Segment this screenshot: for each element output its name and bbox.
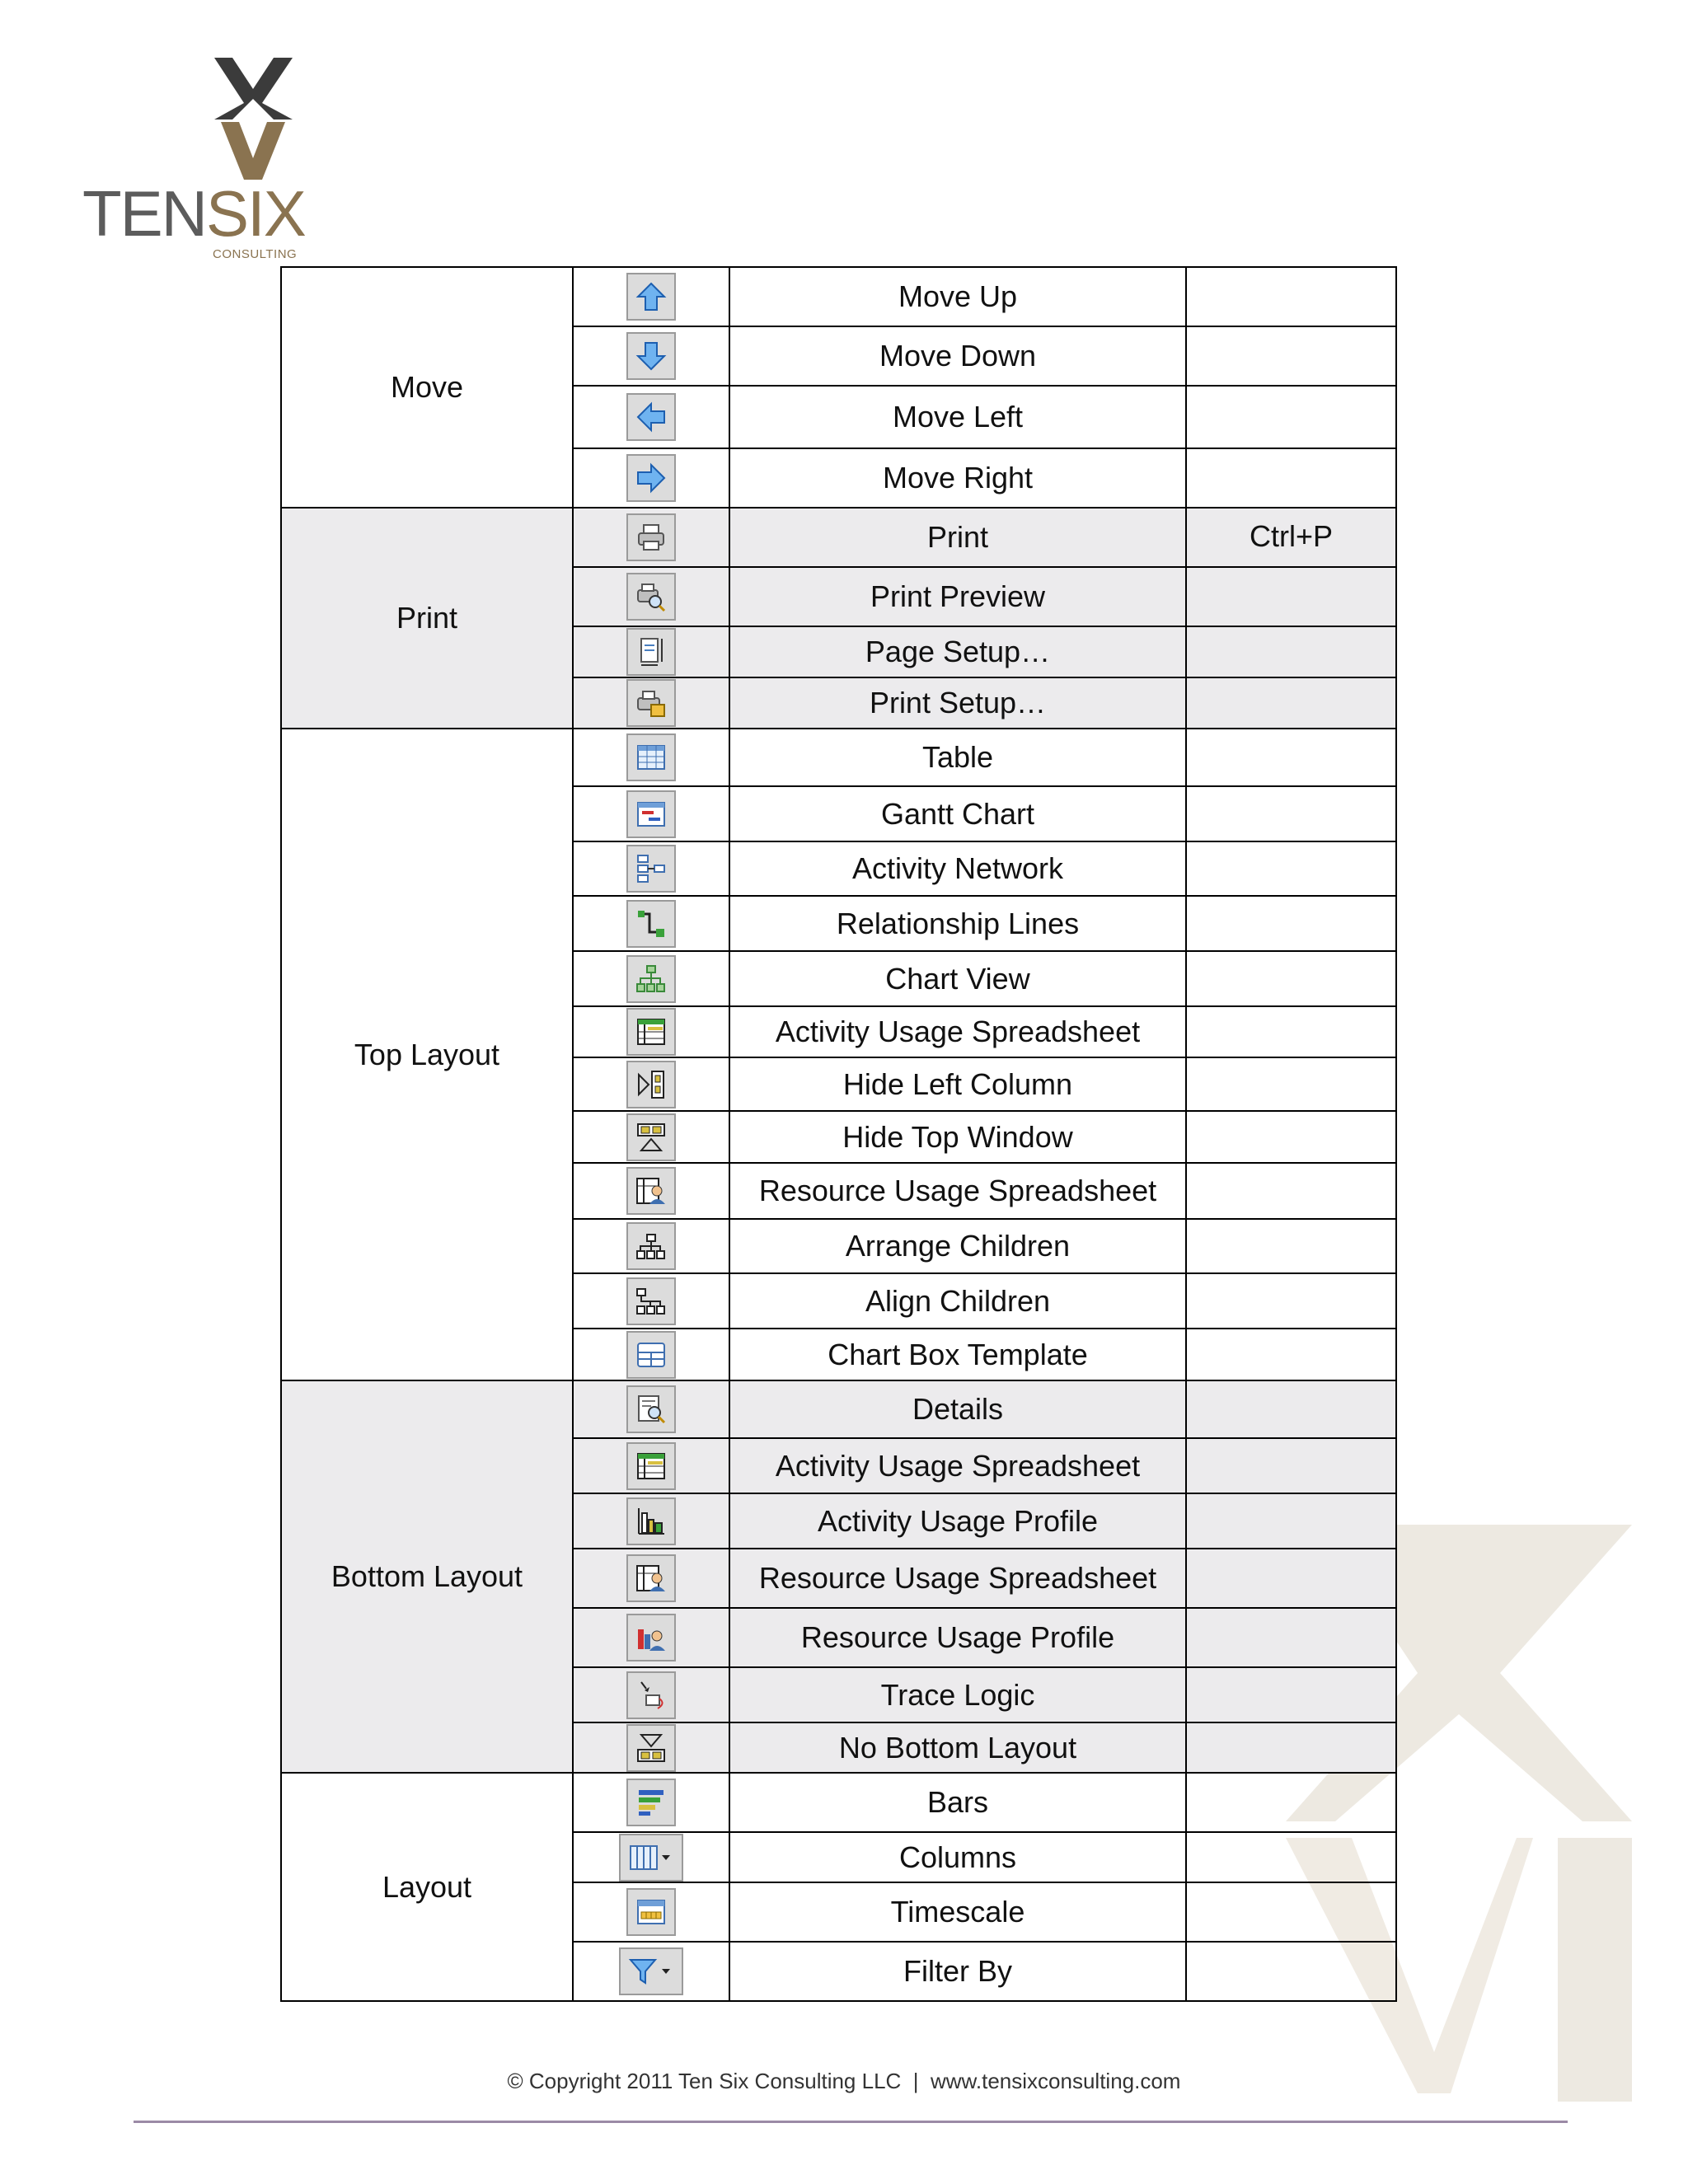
gantt-chart-icon (626, 790, 676, 838)
command-label: Resource Usage Spreadsheet (729, 1549, 1186, 1608)
chart-view-icon (626, 955, 676, 1003)
group-name-cell: Print (281, 508, 573, 729)
command-label: Columns (729, 1832, 1186, 1882)
logo-xvi-mark (214, 58, 293, 181)
shortcut-cell (1186, 1057, 1396, 1111)
command-label: Activity Usage Spreadsheet (729, 1006, 1186, 1057)
command-label: Activity Usage Spreadsheet (729, 1438, 1186, 1493)
activity-usage-profile-icon (626, 1497, 676, 1545)
shortcut-cell (1186, 1832, 1396, 1882)
icon-cell (573, 841, 729, 896)
command-label: Gantt Chart (729, 786, 1186, 841)
icon-cell (573, 1942, 729, 2001)
icon-cell (573, 1329, 729, 1380)
hide-top-window-icon (626, 1113, 676, 1161)
icon-cell (573, 786, 729, 841)
icon-cell (573, 626, 729, 677)
icon-cell (573, 1219, 729, 1273)
shortcut-key (1187, 952, 1395, 963)
shortcut-key (1187, 327, 1395, 339)
shortcut-cell (1186, 508, 1396, 567)
details-icon (626, 1385, 676, 1433)
command-label: Activity Usage Profile (729, 1493, 1186, 1549)
shortcut-key (1187, 1329, 1395, 1341)
command-label: Resource Usage Spreadsheet (729, 1163, 1186, 1219)
command-label: Relationship Lines (729, 896, 1186, 951)
group-name-cell: Move (281, 267, 573, 508)
chart-box-template-icon (626, 1331, 676, 1379)
arrange-children-icon (626, 1222, 676, 1270)
page-setup-icon (626, 628, 676, 676)
print-setup-icon (626, 679, 676, 727)
shortcut-key (1187, 1883, 1395, 1895)
tensix-logo (82, 58, 321, 264)
logo-wordmark: TENSIX (82, 177, 305, 250)
shortcut-cell (1186, 1722, 1396, 1773)
shortcut-cell (1186, 386, 1396, 448)
command-label: Hide Top Window (729, 1111, 1186, 1163)
arrow-right-icon (626, 454, 676, 502)
shortcut-key (1187, 449, 1395, 461)
command-label: Move Up (729, 267, 1186, 326)
shortcut-key (1187, 1381, 1395, 1393)
shortcut-cell (1186, 1163, 1396, 1219)
shortcut-cell (1186, 677, 1396, 729)
shortcut-key (1187, 897, 1395, 908)
icon-cell (573, 1057, 729, 1111)
shortcut-key (1187, 1943, 1395, 1954)
shortcut-key (1187, 1609, 1395, 1620)
command-label: Print Preview (729, 567, 1186, 626)
shortcut-cell (1186, 1273, 1396, 1329)
bars-icon (626, 1779, 676, 1826)
shortcut-cell (1186, 729, 1396, 786)
command-label: Move Left (729, 386, 1186, 448)
arrow-up-icon (626, 273, 676, 321)
icon-cell (573, 1273, 729, 1329)
shortcut-cell (1186, 626, 1396, 677)
resource-usage-spreadsheet-icon (626, 1554, 676, 1602)
page-footer (0, 2069, 1688, 2094)
shortcut-cell (1186, 1006, 1396, 1057)
icon-cell (573, 1549, 729, 1608)
shortcut-key (1187, 1007, 1395, 1019)
shortcut-cell (1186, 1219, 1396, 1273)
table-row (281, 729, 1396, 786)
shortcut-key (1187, 1164, 1395, 1175)
command-label: Align Children (729, 1273, 1186, 1329)
shortcut-key (1187, 568, 1395, 579)
activity-usage-spreadsheet-icon (626, 1442, 676, 1490)
icon-cell (573, 508, 729, 567)
shortcut-cell (1186, 1438, 1396, 1493)
shortcut-key (1187, 1439, 1395, 1451)
hide-left-column-icon (626, 1061, 676, 1108)
shortcut-key (1187, 1220, 1395, 1231)
columns-icon (619, 1834, 683, 1882)
group-name-cell: Layout (281, 1773, 573, 2001)
icon-cell (573, 1493, 729, 1549)
shortcut-cell (1186, 1608, 1396, 1667)
footer-rule (134, 2121, 1568, 2123)
arrow-left-icon (626, 393, 676, 441)
table-row (281, 267, 1396, 326)
command-label: No Bottom Layout (729, 1722, 1186, 1773)
shortcut-cell (1186, 1111, 1396, 1163)
command-label: Print (729, 508, 1186, 567)
shortcut-key (1187, 1774, 1395, 1785)
shortcut-key (1187, 268, 1395, 279)
shortcut-key: Ctrl+P (1249, 519, 1334, 553)
command-label: Timescale (729, 1882, 1186, 1942)
table-row (281, 508, 1396, 567)
shortcut-key (1187, 1549, 1395, 1561)
resource-usage-spreadsheet-icon (626, 1167, 676, 1215)
icon-cell (573, 1882, 729, 1942)
icon-cell (573, 1006, 729, 1057)
shortcut-cell (1186, 448, 1396, 508)
filter-icon (619, 1947, 683, 1995)
command-label: Move Right (729, 448, 1186, 508)
command-label: Trace Logic (729, 1667, 1186, 1722)
resource-usage-profile-icon (626, 1614, 676, 1661)
icon-cell (573, 386, 729, 448)
relationship-lines-icon (626, 900, 676, 948)
command-label: Filter By (729, 1942, 1186, 2001)
align-children-icon (626, 1277, 676, 1325)
timescale-icon (626, 1888, 676, 1936)
command-label: Hide Left Column (729, 1057, 1186, 1111)
command-label: Arrange Children (729, 1219, 1186, 1273)
command-label: Move Down (729, 326, 1186, 386)
group-name-cell: Top Layout (281, 729, 573, 1380)
shortcut-cell (1186, 1329, 1396, 1380)
toolbar-shortcut-table (280, 266, 1397, 2002)
logo-subtitle: CONSULTING (213, 247, 298, 261)
shortcut-key (1187, 1494, 1395, 1506)
icon-cell (573, 1667, 729, 1722)
activity-usage-spreadsheet-icon (626, 1008, 676, 1056)
shortcut-cell (1186, 786, 1396, 841)
command-label: Chart View (729, 951, 1186, 1006)
command-label: Chart Box Template (729, 1329, 1186, 1380)
group-name-cell: Bottom Layout (281, 1380, 573, 1773)
shortcut-cell (1186, 841, 1396, 896)
shortcut-cell (1186, 1942, 1396, 2001)
icon-cell (573, 1111, 729, 1163)
shortcut-cell (1186, 896, 1396, 951)
shortcut-key (1187, 387, 1395, 398)
shortcut-cell (1186, 1882, 1396, 1942)
shortcut-cell (1186, 1380, 1396, 1438)
shortcut-cell (1186, 1549, 1396, 1608)
command-label: Activity Network (729, 841, 1186, 896)
shortcut-key (1187, 1723, 1395, 1735)
printer-icon (626, 513, 676, 561)
footer-website: www.tensixconsulting.com (931, 2069, 1181, 2093)
shortcut-key (1187, 1833, 1395, 1844)
icon-cell (573, 1163, 729, 1219)
table-row (281, 1380, 1396, 1438)
icon-cell (573, 1438, 729, 1493)
icon-cell (573, 567, 729, 626)
shortcut-key (1187, 1274, 1395, 1286)
shortcut-key (1187, 627, 1395, 639)
icon-cell (573, 951, 729, 1006)
command-label: Table (729, 729, 1186, 786)
shortcut-key (1187, 1112, 1395, 1123)
icon-cell (573, 1722, 729, 1773)
icon-cell (573, 1380, 729, 1438)
command-label: Resource Usage Profile (729, 1608, 1186, 1667)
no-bottom-layout-icon (626, 1724, 676, 1772)
shortcut-key (1187, 1058, 1395, 1070)
trace-logic-icon (626, 1671, 676, 1719)
icon-cell (573, 729, 729, 786)
icon-cell (573, 896, 729, 951)
icon-cell (573, 1832, 729, 1882)
shortcut-cell (1186, 326, 1396, 386)
print-preview-icon (626, 573, 676, 621)
command-label: Page Setup… (729, 626, 1186, 677)
shortcut-cell (1186, 267, 1396, 326)
table-icon (626, 733, 676, 781)
shortcut-cell (1186, 1667, 1396, 1722)
command-label: Print Setup… (729, 677, 1186, 729)
shortcut-cell (1186, 1493, 1396, 1549)
shortcut-key (1187, 1668, 1395, 1680)
shortcut-cell (1186, 567, 1396, 626)
icon-cell (573, 326, 729, 386)
activity-network-icon (626, 845, 676, 893)
icon-cell (573, 677, 729, 729)
shortcut-cell (1186, 951, 1396, 1006)
icon-cell (573, 448, 729, 508)
shortcut-cell (1186, 1773, 1396, 1832)
shortcut-key (1187, 787, 1395, 799)
table-row (281, 1773, 1396, 1832)
footer-separator: | (912, 2069, 919, 2093)
command-label: Bars (729, 1773, 1186, 1832)
shortcut-key (1187, 678, 1395, 690)
arrow-down-icon (626, 332, 676, 380)
command-label: Details (729, 1380, 1186, 1438)
footer-copyright: © Copyright 2011 Ten Six Consulting LLC (507, 2069, 902, 2093)
shortcut-key (1187, 729, 1395, 741)
shortcut-key (1187, 842, 1395, 854)
icon-cell (573, 267, 729, 326)
icon-cell (573, 1608, 729, 1667)
icon-cell (573, 1773, 729, 1832)
